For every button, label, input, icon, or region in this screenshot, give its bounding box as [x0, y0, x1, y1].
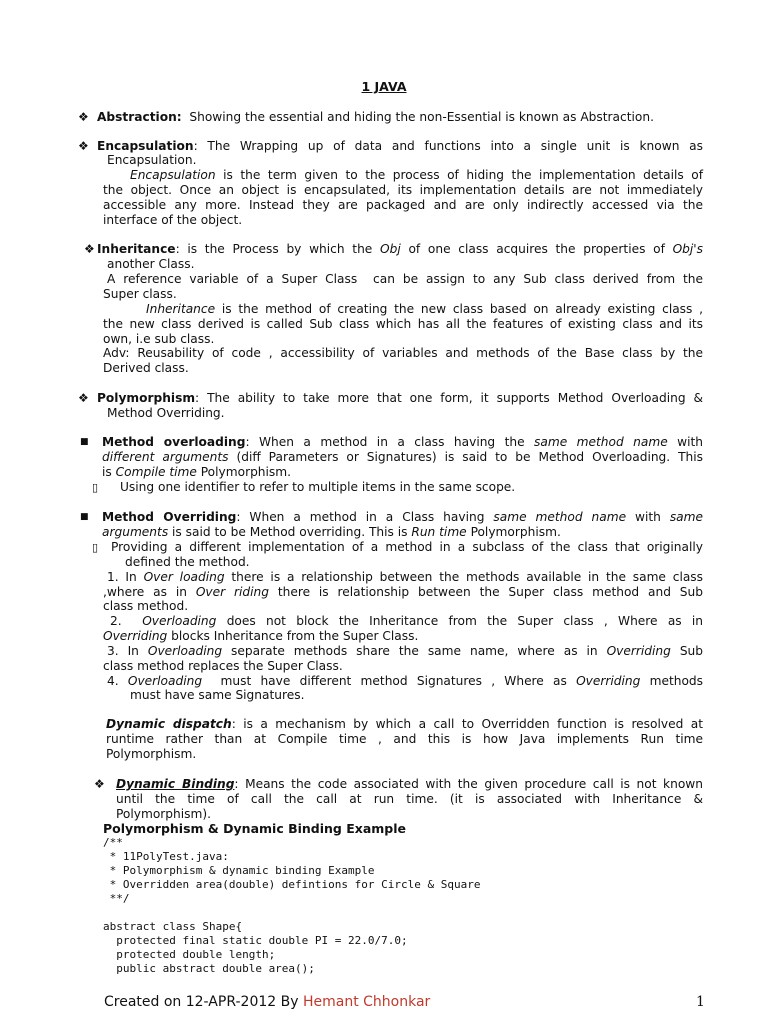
inheritance-line-9: Derived class. [103, 361, 189, 375]
diamond-bullet-icon: ❖ [78, 391, 89, 405]
inheritance-line-1: Inheritance: is the Process by which the Obj of one class acquires the properties of Obj's [97, 242, 703, 256]
overriding-point-3b: class method replaces the Super Class. [103, 659, 343, 673]
overriding-sub-line-1: Providing a different implementation of a method in a subclass of the class that originally [111, 540, 703, 554]
missing-glyph-icon: ▯ [92, 541, 99, 554]
inheritance-line-6: the new class derived is called Sub class which has all the features of existing class and its [103, 317, 703, 331]
overriding-point-3a: 3. In Overloading separate methods share the same name, where as in Overriding Sub [107, 644, 704, 658]
polymorphism-line-2: Method Overriding. [107, 406, 225, 420]
code-line: protected double length; [103, 948, 276, 961]
binding-line-2: until the time of call the call at run time. (it is associated with Inheritance & [116, 792, 703, 806]
missing-glyph-icon: ▯ [92, 481, 99, 494]
code-line: protected final static double PI = 22.0/7.0; [103, 934, 408, 947]
code-line: **/ [103, 892, 130, 905]
overloading-line-2: different arguments (diff Parameters or Signatures) is said to be Method Overloading. This [102, 450, 704, 464]
inheritance-line-5: Inheritance is the method of creating the new class based on already existing class , [146, 302, 703, 316]
overloading-line-3: is Compile time Polymorphism. [102, 465, 292, 479]
code-line: * 11PolyTest.java: [103, 850, 229, 863]
overriding-line-1: Method Overriding: When a method in a Class having same method name with same [102, 510, 704, 524]
overriding-point-1c: class method. [103, 599, 189, 613]
example-heading: Polymorphism & Dynamic Binding Example [103, 821, 407, 836]
encapsulation-line-2: Encapsulation. [107, 153, 197, 167]
encapsulation-line-3: Encapsulation is the term given to the process of hiding the implementation details of [130, 168, 704, 182]
binding-line-1: Dynamic Binding: Means the code associated with the given procedure call is not known [116, 777, 703, 791]
code-line: * Polymorphism & dynamic binding Example [103, 864, 375, 877]
diamond-bullet-icon: ❖ [84, 242, 95, 256]
overriding-line-2: arguments is said to be Method overriding. This is Run time Polymorphism. [102, 525, 561, 539]
overriding-point-1a: 1. In Over loading there is a relationship between the methods available in the same class [107, 570, 703, 584]
footer-credit: Created on 12-APR-2012 By Hemant Chhonkar [104, 994, 431, 1010]
overriding-point-2a: 2. Overloading does not block the Inheritance from the Super class , Where as in [110, 614, 704, 628]
square-bullet-icon: ■ [80, 437, 89, 447]
overriding-point-1b: ,where as in Over riding there is relationship between the Super class method and Sub [103, 585, 704, 599]
binding-line-3: Polymorphism). [116, 807, 212, 821]
dispatch-line-2: runtime rather than at Compile time , and this is how Java implements Run time [106, 732, 703, 746]
code-line: abstract class Shape{ [103, 920, 243, 933]
abstraction-line: Abstraction: Showing the essential and hiding the non-Essential is known as Abstraction. [97, 110, 654, 124]
overriding-point-4b: must have same Signatures. [130, 688, 305, 702]
code-line: /** [103, 836, 123, 849]
inheritance-line-3: A reference variable of a Super Class can be assign to any Sub class derived from the [107, 272, 703, 286]
code-line [103, 906, 481, 920]
diamond-bullet-icon: ❖ [94, 777, 105, 791]
diamond-bullet-icon: ❖ [78, 110, 89, 124]
inheritance-line-2: another Class. [107, 257, 195, 271]
overloading-line-1: Method overloading: When a method in a class having the same method name with [102, 435, 704, 449]
overriding-sub-line-2: defined the method. [125, 555, 250, 569]
inheritance-line-4: Super class. [103, 287, 177, 301]
diamond-bullet-icon: ❖ [78, 139, 89, 153]
square-bullet-icon: ■ [80, 512, 89, 522]
encapsulation-line-5: accessible any more. Instead they are packaged and are only indirectly accessed via the [103, 198, 703, 212]
inheritance-line-7: own, i.e sub class. [103, 332, 215, 346]
polymorphism-line-1: Polymorphism: The ability to take more that one form, it supports Method Overloading & [97, 391, 703, 405]
encapsulation-line-4: the object. Once an object is encapsulated, its implementation details are not immediately [103, 183, 703, 197]
dispatch-line-1: Dynamic dispatch: is a mechanism by which a call to Overridden function is resolved at [106, 717, 703, 731]
inheritance-line-8: Adv: Reusability of code , accessibility of variables and methods of the Base class by the [103, 346, 703, 360]
overloading-sub-line: Using one identifier to refer to multiple items in the same scope. [120, 480, 516, 494]
page-number: 1 [696, 994, 705, 1010]
overriding-point-4a: 4. Overloading must have different method Signatures , Where as Overriding methods [107, 674, 703, 688]
footer-author: Hemant Chhonkar [302, 994, 431, 1010]
code-block [103, 836, 481, 976]
encapsulation-line-6: interface of the object. [103, 213, 243, 227]
dispatch-line-3: Polymorphism. [106, 747, 197, 761]
code-line: public abstract double area(); [103, 962, 315, 975]
page-title: 1 JAVA [361, 79, 407, 94]
encapsulation-line-1: Encapsulation: The Wrapping up of data and functions into a single unit is known as [97, 139, 703, 153]
overriding-point-2b: Overriding blocks Inheritance from the Super Class. [103, 629, 419, 643]
code-line: * Overridden area(double) defintions for Circle & Square [103, 878, 481, 891]
